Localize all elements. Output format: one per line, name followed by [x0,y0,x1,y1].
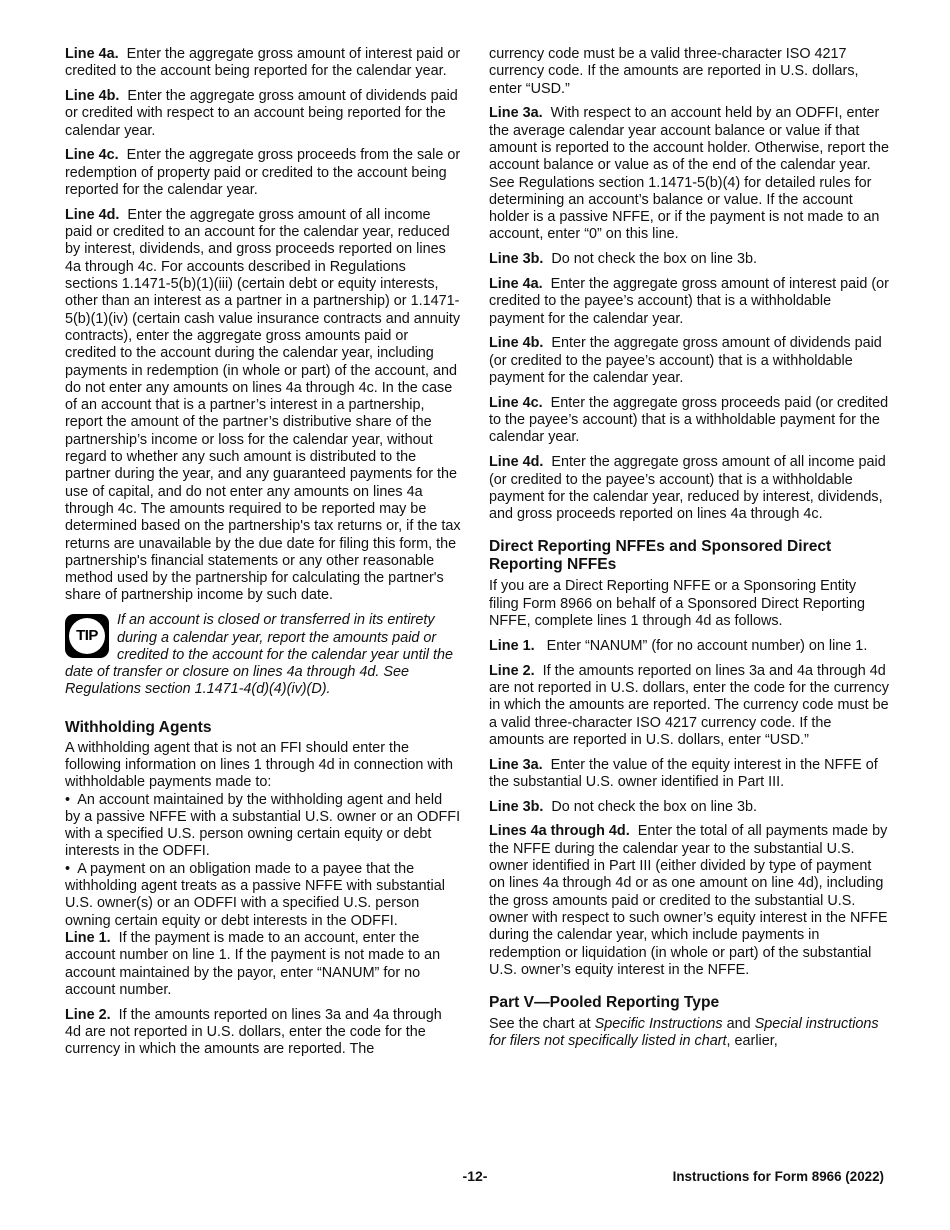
line-1-paragraph [489,638,889,655]
part-v-text: See the chart at [489,1016,595,1033]
line-4a-paragraph [65,46,461,81]
line-1-label: Line 1. [65,929,111,946]
lines-4a-4d-label: Lines 4a through 4d. [489,823,630,840]
bullet-icon: • [65,791,71,808]
direct-reporting-heading: Direct Reporting NFFEs and Sponsored Direct Reporting NFFEs [489,538,832,574]
line-4a-paragraph [489,276,889,328]
line-3b-label: Line 3b. [489,798,544,815]
line-4a-label: Line 4a. [65,46,119,62]
line-4b-text: Enter the aggregate gross amount of dividends paid or credited with respect to an account being reported for the calendar year. [65,88,458,139]
part-v-text: and [722,1016,755,1033]
line-3b-text: Do not check the box on line 3b. [551,798,757,815]
line-4c-text: Enter the aggregate gross proceeds from the sale or redemption of property paid or credited to the account being reported for the calendar year. [65,147,461,199]
page-number: -12- [462,1168,488,1184]
line-4a-text: Enter the aggregate gross amount of interest paid or credited to the account being reported for the calendar year. [65,46,461,80]
part-v-text: , earlier, [726,1033,778,1050]
part-v-ref: Special instructions for filers not specifically listed in chart [489,1016,879,1050]
lines-4a-4d-paragraph [489,823,889,979]
form-title: Instructions for Form 8966 (2022) [672,1169,884,1184]
bullet-text: A payment on an obligation made to a payee that the withholding agent treats as a passive NFFE with substantial U.S. owner(s) or an ODFFI with a specified U.S. person owning certain equity or debt interests in the ODFFI. [65,860,445,929]
line-3a-label: Line 3a. [489,105,543,122]
line-4d-text: Enter the aggregate gross amount of all income paid (or credited to the payee’s account) that is a withholdable payment for the calendar year, reduced by interest, dividends, and gross proceeds reported on lines 4a through 4c. [489,454,886,523]
line-3a-text: Enter the value of the equity interest in the NFFE of the substantial U.S. owner identified in Part III. [489,756,878,790]
bullet-text: An account maintained by the withholding agent and held by a passive NFFE with a substantial U.S. owner or an ODFFI with a specified U.S. person owning certain equity or debt interests in the ODFFI. [65,791,461,860]
line-4b-paragraph [489,335,889,387]
line-4b-text: Enter the aggregate gross amount of dividends paid (or credited to the payee’s account) that is a withholdable payment for the calendar year. [489,335,882,387]
right-column [489,46,889,1058]
bullet-item [65,792,461,861]
line-3a-label: Line 3a. [489,756,543,773]
line-3a-text: With respect to an account held by an ODFFI, enter the average calendar year account balance or value if that amount is reported to the account holder. Otherwise, report the account balance or value as of the end of the calendar year. See Regulations section 1.1471-5(b)(4) for detailed rules for determining an account’s balance or value. If the account holder is a passive NFFE, or if the payment is not made to an account, enter “0” on this line. [489,105,889,243]
line-2-text: If the amounts reported on lines 3a and 4a through 4d are not reported in U.S. dollars, enter the code for the currency in which the amounts are reported. The [65,1006,442,1058]
line-4d-text: Enter the aggregate gross amount of all income paid or credited to an account for the calendar year, reduced by interest, dividends, and gross proceeds reported on lines 4a through 4c. For accounts described in Regulations sections 1.1471-5(b)(1)(iii) (certain debt or equity interests, other than an interest as a partner in a partnership) or 1.1471-5(b)(1)(iv) (certain cash value insurance contracts and annuity contracts), enter the aggregate gross amounts paid or credited to the account during the calendar year, including payments in redemption (in whole or part) of the account, and do not enter any amounts on lines 4a through 4c. In the case of an account that is a partner’s interest in a partnership, report the amount of the partner’s distributive share of the partnership’s income or loss for the calendar year, without regard to whether any such amount is distributed to the partner during the year, and any guaranteed payments for the use of capital, and do not enter any amounts on lines 4a through 4c. The amounts required to be reported may be determined based on the partnership's tax returns or, if the tax returns are unavailable by the due date for filing this form, the partnership's financial statements or any other reasonable method used by the partnership for calculating the partner's share of partnership income by such date. [65,206,461,604]
withholding-intro: A withholding agent that is not an FFI should enter the following information on lines 1 through 4d in connection with withholdable payments made to: [65,739,453,791]
line-4b-label: Line 4b. [489,335,544,352]
continued-paragraph: currency code must be a valid three-character ISO 4217 currency code. If the amounts are reported in U.S. dollars, enter “USD.” [489,46,859,97]
lines-4a-4d-text: Enter the total of all payments made by the NFFE during the calendar year to the substantial U.S. owner identified in Part III (either divided by type of payment on lines 4a through 4d or as one amount on line 4d), including the gross amounts paid or credited to the substantial U.S. owner with respect to such owner’s equity interest in the NFFE during the calendar year, which include payments in redemption or liquidation (in whole or part) of the substantial U.S. owner’s equity interest in the NFFE. [489,823,888,978]
line-3b-label: Line 3b. [489,251,544,268]
line-1-text: If the payment is made to an account, enter the account number on line 1. If the payment is not made to an account maintained by the payor, enter “NANUM” for no account number. [65,929,441,998]
line-4d-label: Line 4d. [489,454,544,471]
line-4d-label: Line 4d. [65,206,120,223]
line-3b-paragraph [489,799,889,816]
line-2-label: Line 2. [489,662,535,679]
part-v-paragraph [489,1016,889,1051]
line-4c-paragraph [489,395,889,447]
line-1-paragraph [65,930,461,999]
page-footer [0,1168,950,1188]
tip-note [65,612,461,698]
line-4b-label: Line 4b. [65,88,120,105]
line-2-label: Line 2. [65,1006,111,1023]
tip-icon [65,614,109,658]
withholding-agents-heading: Withholding Agents [65,718,212,736]
left-column [65,46,461,1066]
line-3a-paragraph [489,105,889,243]
line-4d-paragraph [65,207,461,605]
line-4c-label: Line 4c. [489,394,543,411]
line-3b-text: Do not check the box on line 3b. [551,251,757,268]
line-4c-label: Line 4c. [65,147,119,164]
line-4c-paragraph [65,147,461,199]
line-2-text: If the amounts reported on lines 3a and 4a through 4d are not reported in U.S. dollars, enter the code for the currency in which the amounts are reported. The currency code must be a valid three-character ISO 4217 currency code. If the amounts are reported in U.S. dollars, enter “USD.” [489,662,889,748]
line-1-text: Enter “NANUM” (for no account number) on line 1. [546,637,868,654]
part-v-ref: Specific Instructions [594,1016,723,1033]
line-4d-paragraph [489,454,889,523]
line-4b-paragraph [65,88,461,140]
line-4a-text: Enter the aggregate gross amount of interest paid (or credited to the payee’s account) that is a withholdable payment for the calendar year. [489,276,889,327]
line-3b-paragraph [489,251,889,268]
bullet-icon: • [65,860,71,877]
tip-icon-label: TIP [69,618,105,654]
line-4a-label: Line 4a. [489,276,543,293]
bullet-item [65,861,461,930]
direct-reporting-intro: If you are a Direct Reporting NFFE or a Sponsoring Entity filing Form 8966 on behalf of a Sponsored Direct Reporting NFFE, complete lines 1 through 4d as follows. [489,578,865,630]
line-2-paragraph [489,663,889,749]
line-3a-paragraph [489,757,889,792]
tip-text: If an account is closed or transferred in its entirety during a calendar year, report the amounts paid or credited to the account for the calendar year until the date of transfer or closure on lines 4a through 4d. See Regulations section 1.1471-4(d)(4)(iv)(D). [65,612,453,698]
part-v-heading: Part V—Pooled Reporting Type [489,994,720,1012]
line-4c-text: Enter the aggregate gross proceeds paid (or credited to the payee’s account) that is a withholdable payment for the calendar year. [489,394,889,446]
line-2-paragraph [65,1007,461,1059]
line-1-label: Line 1. [489,637,535,654]
